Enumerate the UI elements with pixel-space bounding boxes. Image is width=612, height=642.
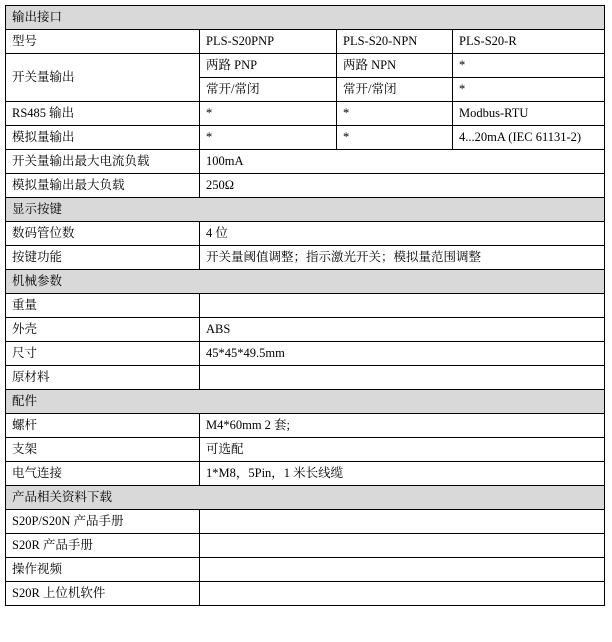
- table-row: [6, 150, 605, 174]
- section-title: 机械参数: [6, 270, 605, 294]
- table-row: [6, 438, 605, 462]
- section-title: 显示按键: [6, 198, 605, 222]
- row-label: 重量: [6, 294, 200, 318]
- section-output: [6, 6, 605, 30]
- table-row: [6, 582, 605, 606]
- section-accessories: [6, 390, 605, 414]
- table-row: [6, 30, 605, 54]
- cell-value: 1*M8，5Pin，1 米长线缆: [200, 462, 605, 486]
- cell-value: 常开/常闭: [337, 78, 453, 102]
- row-label: 外壳: [6, 318, 200, 342]
- table-row: [6, 462, 605, 486]
- row-label: 开关量输出: [6, 54, 200, 102]
- row-label: 模拟量输出: [6, 126, 200, 150]
- cell-value: 开关量阈值调整；指示激光开关；模拟量范围调整: [200, 246, 605, 270]
- cell-value: *: [337, 126, 453, 150]
- cell-value: Modbus-RTU: [453, 102, 605, 126]
- table-row: [6, 174, 605, 198]
- cell-value: 常开/常闭: [200, 78, 337, 102]
- section-display: [6, 198, 605, 222]
- row-label: 模拟量输出最大负载: [6, 174, 200, 198]
- row-label: 支架: [6, 438, 200, 462]
- table-row: [6, 534, 605, 558]
- table-row: [6, 246, 605, 270]
- cell-value: *: [200, 102, 337, 126]
- section-title: 产品相关资料下载: [6, 486, 605, 510]
- cell-value: 两路 PNP: [200, 54, 337, 78]
- cell-value: *: [453, 54, 605, 78]
- cell-value: M4*60mm 2 套;: [200, 414, 605, 438]
- row-label: 开关量输出最大电流负载: [6, 150, 200, 174]
- cell-value: *: [337, 102, 453, 126]
- cell-value: *: [453, 78, 605, 102]
- cell-value: 两路 NPN: [337, 54, 453, 78]
- cell-value: 100mA: [200, 150, 605, 174]
- table-row: [6, 102, 605, 126]
- table-row: [6, 414, 605, 438]
- row-label: 螺杆: [6, 414, 200, 438]
- row-label: 电气连接: [6, 462, 200, 486]
- cell-value: [200, 582, 605, 606]
- table-row: [6, 558, 605, 582]
- section-downloads: [6, 486, 605, 510]
- row-label: 按键功能: [6, 246, 200, 270]
- table-row: [6, 318, 605, 342]
- row-label: 型号: [6, 30, 200, 54]
- section-title: 配件: [6, 390, 605, 414]
- cell-value: 可选配: [200, 438, 605, 462]
- spec-table: [5, 5, 605, 606]
- row-label: 尺寸: [6, 342, 200, 366]
- cell-value: [200, 558, 605, 582]
- row-label: 原材料: [6, 366, 200, 390]
- table-row: [6, 366, 605, 390]
- table-row: [6, 342, 605, 366]
- download-link-video[interactable]: 操作视频: [6, 558, 200, 582]
- cell-value: [200, 366, 605, 390]
- cell-value: ABS: [200, 318, 605, 342]
- cell-value: 4 位: [200, 222, 605, 246]
- download-link-software[interactable]: S20R 上位机软件: [6, 582, 200, 606]
- table-row: [6, 222, 605, 246]
- download-link-manual-pn[interactable]: S20P/S20N 产品手册: [6, 510, 200, 534]
- table-row: [6, 126, 605, 150]
- table-row: [6, 294, 605, 318]
- cell-value: *: [200, 126, 337, 150]
- section-title: 输出接口: [6, 6, 605, 30]
- cell-value: [200, 294, 605, 318]
- row-label: 数码管位数: [6, 222, 200, 246]
- table-row: [6, 54, 605, 78]
- cell-value: 4...20mA (IEC 61131-2): [453, 126, 605, 150]
- cell-value: [200, 510, 605, 534]
- section-mechanical: [6, 270, 605, 294]
- cell-value: 45*45*49.5mm: [200, 342, 605, 366]
- cell-value: PLS-S20-R: [453, 30, 605, 54]
- cell-value: 250Ω: [200, 174, 605, 198]
- row-label: RS485 输出: [6, 102, 200, 126]
- table-row: [6, 510, 605, 534]
- cell-value: PLS-S20PNP: [200, 30, 337, 54]
- cell-value: PLS-S20-NPN: [337, 30, 453, 54]
- download-link-manual-r[interactable]: S20R 产品手册: [6, 534, 200, 558]
- cell-value: [200, 534, 605, 558]
